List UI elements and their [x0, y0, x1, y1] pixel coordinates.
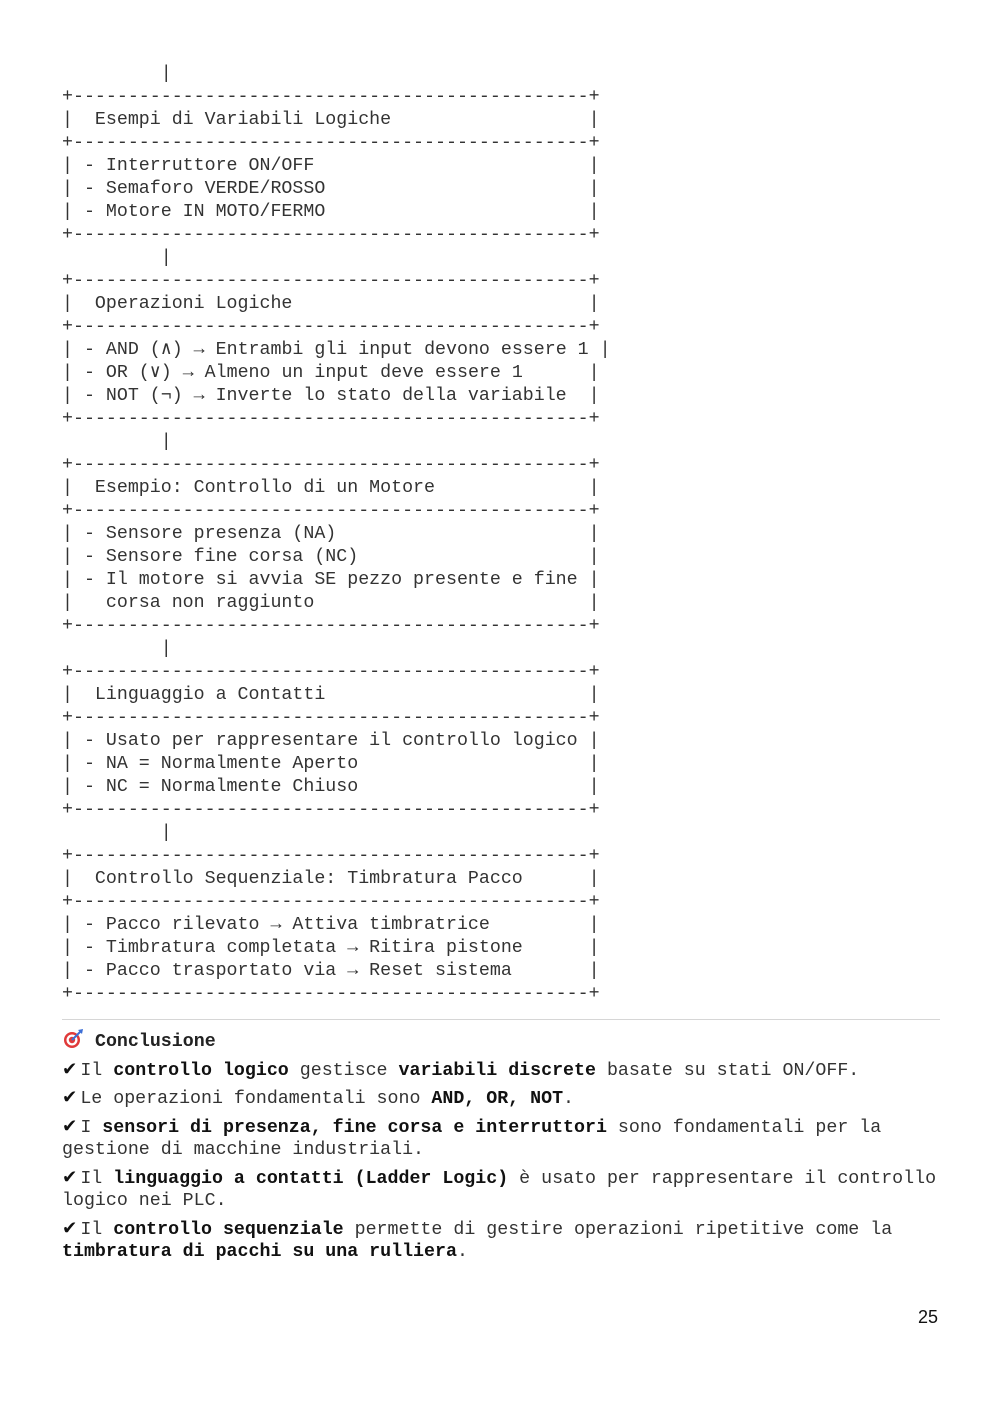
text: sono fondamentali per la gestione di macchine industriali. [62, 1117, 882, 1160]
bold-text: controllo sequenziale [113, 1219, 344, 1240]
conclusion-item [62, 1059, 942, 1083]
diagram-line: | - Pacco rilevato → Attiva timbratrice | [62, 915, 600, 935]
diagram-line: +-----------------------------------------------+ [62, 800, 600, 820]
diagram-line: | - NOT (¬) → Inverte lo stato della variabile | [62, 386, 600, 406]
diagram-line: | corsa non raggiunto | [62, 593, 600, 613]
diagram-line: +-----------------------------------------------+ [62, 616, 600, 636]
ascii-flow-diagram [62, 63, 611, 1006]
text: permette di gestire operazioni ripetitive come la [343, 1219, 893, 1240]
diagram-line: +-----------------------------------------------+ [62, 662, 600, 682]
diagram-line: | [62, 639, 172, 659]
conclusion-title: Conclusione [94, 1032, 216, 1052]
text: . [456, 1242, 468, 1262]
diagram-line: | [62, 823, 172, 843]
diagram-line: +-----------------------------------------------+ [62, 409, 600, 429]
diagram-line: | - NC = Normalmente Chiuso | [62, 777, 600, 797]
bold-text: controllo logico [113, 1060, 289, 1081]
diagram-line: | [62, 248, 172, 268]
check-icon: ✔ [62, 1087, 78, 1108]
bold-text: linguaggio a contatti (Ladder Logic) [113, 1168, 509, 1189]
check-icon: ✔ [62, 1058, 78, 1080]
bold-text: sensori di presenza, fine corsa e interruttori [102, 1117, 607, 1138]
diagram-line: +-----------------------------------------------+ [62, 455, 600, 475]
diagram-line: | [62, 64, 172, 84]
page-number: 25 [917, 1307, 938, 1327]
diagram-line: +-----------------------------------------------+ [62, 225, 600, 245]
conclusion-heading [62, 1029, 942, 1054]
text: Il [80, 1060, 114, 1081]
text: è usato per rappresentare il controllo logico nei PLC. [62, 1168, 937, 1211]
diagram-line: | - Pacco trasportato via → Reset sistema | [62, 961, 600, 981]
text: Il [80, 1219, 114, 1240]
diagram-line: | - Interruttore ON/OFF | [62, 156, 600, 176]
diagram-line: | Controllo Sequenziale: Timbratura Pacco | [62, 869, 600, 889]
bold-text: timbratura di pacchi su una rulliera [62, 1242, 457, 1262]
diagram-line: | - Semaforo VERDE/ROSSO | [62, 179, 600, 199]
diagram-line: +-----------------------------------------------+ [62, 846, 600, 866]
diagram-line: +-----------------------------------------------+ [62, 708, 600, 728]
conclusion-item [62, 1087, 942, 1111]
bold-text: AND, OR, NOT [431, 1089, 564, 1109]
check-icon: ✔ [62, 1217, 78, 1239]
text: basate su stati ON/OFF. [595, 1060, 860, 1081]
diagram-line: +-----------------------------------------------+ [62, 317, 600, 337]
diagram-line: | - AND (∧) → Entrambi gli input devono essere 1 | [62, 340, 611, 360]
conclusion-item [62, 1218, 942, 1264]
diagram-line: +-----------------------------------------------+ [62, 984, 600, 1004]
text: I [80, 1117, 103, 1138]
conclusion-item [62, 1167, 942, 1213]
diagram-line: | Operazioni Logiche | [62, 294, 600, 314]
diagram-line: | - OR (∨) → Almeno un input deve essere 1 | [62, 363, 600, 383]
text: gestisce [288, 1060, 399, 1081]
diagram-line: +-----------------------------------------------+ [62, 271, 600, 291]
diagram-line: | - Sensore presenza (NA) | [62, 524, 600, 544]
section-divider [62, 1019, 940, 1020]
check-icon: ✔ [62, 1166, 78, 1188]
text: . [563, 1089, 575, 1109]
diagram-line: | [62, 432, 172, 452]
conclusion-item [62, 1116, 942, 1162]
diagram-line: | - NA = Normalmente Aperto | [62, 754, 600, 774]
diagram-line: | - Usato per rappresentare il controllo logico | [62, 731, 600, 751]
text: Le operazioni fondamentali sono [80, 1089, 432, 1109]
diagram-line: | - Motore IN MOTO/FERMO | [62, 202, 600, 222]
diagram-line: +-----------------------------------------------+ [62, 892, 600, 912]
text: Il [80, 1168, 114, 1189]
diagram-line: | - Timbratura completata → Ritira pistone | [62, 938, 600, 958]
diagram-line: +-----------------------------------------------+ [62, 87, 600, 107]
diagram-line: | - Sensore fine corsa (NC) | [62, 547, 600, 567]
diagram-line: +-----------------------------------------------+ [62, 501, 600, 521]
target-icon [62, 1029, 84, 1049]
diagram-line: | - Il motore si avvia SE pezzo presente e fine | [62, 570, 600, 590]
bold-text: variabili discrete [398, 1060, 596, 1081]
diagram-line: | Linguaggio a Contatti | [62, 685, 600, 705]
diagram-line: +-----------------------------------------------+ [62, 133, 600, 153]
diagram-line: | Esempi di Variabili Logiche | [62, 110, 600, 130]
conclusion-list [62, 1059, 942, 1264]
check-icon: ✔ [62, 1115, 78, 1137]
conclusion-section [62, 1029, 942, 1269]
diagram-line: | Esempio: Controllo di un Motore | [62, 478, 600, 498]
